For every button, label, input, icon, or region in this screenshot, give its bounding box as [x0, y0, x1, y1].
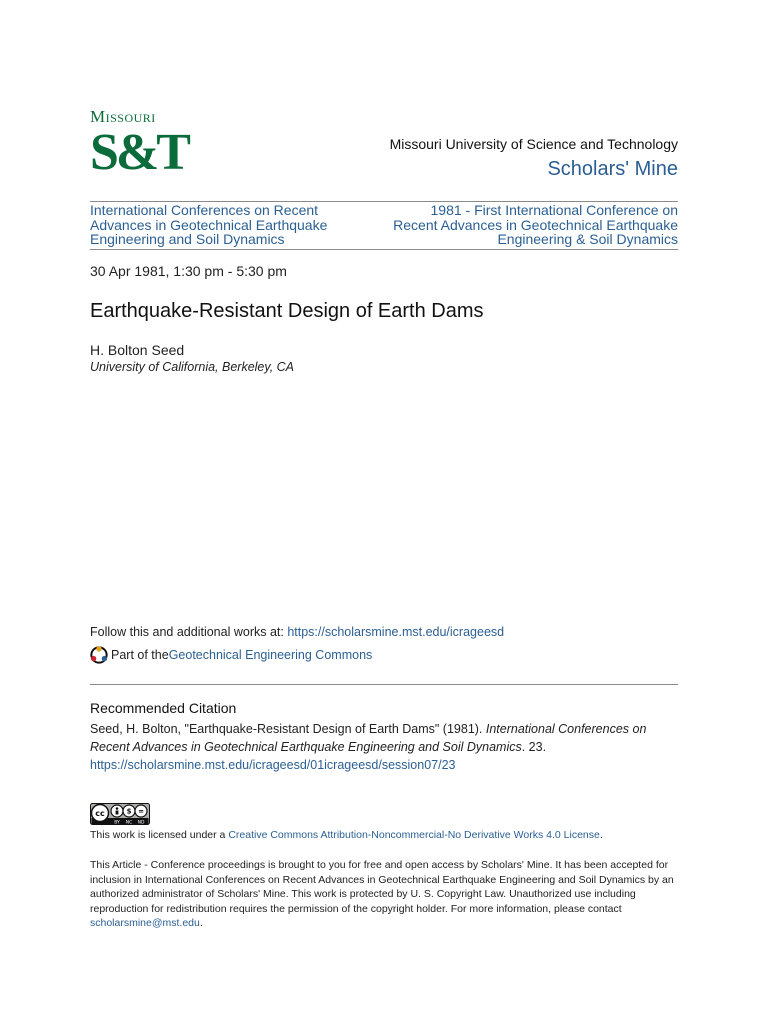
- notice-text: This Article - Conference proceedings is brought to you for free and open access by Scholars' Mine. It has been accepted for inclusion in International Conferences on Recent Advances in Geotechnical Earthquake Engineering and Soil Dynamics by an authorized administrator of Scholars' Mine. This work is protected by U. S. Copyright Law. Unauthorized use including reproduction for redistribution requires the permission of the copyright holder. For more information, please contact: [90, 859, 674, 915]
- svg-text:cc: cc: [95, 809, 105, 818]
- license-suffix: .: [599, 829, 603, 841]
- partof-line: [90, 646, 372, 664]
- collection-link[interactable]: https://scholarsmine.mst.edu/icrageesd: [287, 625, 505, 639]
- contact-email-link[interactable]: scholarsmine@mst.edu: [90, 917, 200, 929]
- breadcrumb-links: [90, 201, 678, 250]
- scholars-mine-link[interactable]: Scholars' Mine: [547, 158, 678, 180]
- university-logo: [90, 107, 188, 183]
- page-title: Earthquake-Resistant Design of Earth Dams: [90, 300, 484, 322]
- license-line: [90, 829, 603, 841]
- logo-top-text: Missouri: [90, 107, 156, 126]
- article-date: 30 Apr 1981, 1:30 pm - 5:30 pm: [90, 263, 287, 279]
- follow-line: [90, 625, 504, 639]
- partof-prefix: Part of the: [111, 648, 169, 662]
- svg-text:=: =: [138, 807, 144, 816]
- commons-link[interactable]: Geotechnical Engineering Commons: [168, 648, 373, 662]
- author-name: H. Bolton Seed: [90, 342, 185, 358]
- svg-text:$: $: [126, 807, 132, 816]
- conference-series-link[interactable]: International Conferences on Recent Advances in Geotechnical Earthquake Engineering and Soil Dynamics: [90, 202, 328, 247]
- svg-text:BY: BY: [114, 820, 120, 825]
- commons-network-icon: [90, 646, 108, 664]
- citation-plain: Seed, H. Bolton, "Earthquake-Resistant Design of Earth Dams" (1981).: [90, 722, 486, 736]
- citation-heading: Recommended Citation: [90, 700, 237, 716]
- conference-1981-link[interactable]: 1981 - First International Conference on Recent Advances in Geotechnical Earthquake Engineering & Soil Dynamics: [393, 202, 678, 247]
- citation-journal: International Conferences on Recent Advances in Geotechnical Earthquake Engineering and Soil Dynamics: [90, 722, 647, 754]
- notice-suffix: .: [199, 917, 203, 929]
- svg-text:NC: NC: [125, 820, 133, 825]
- license-prefix: This work is licensed under a: [90, 829, 229, 841]
- creative-commons-badge-icon[interactable]: [90, 803, 150, 825]
- author-affiliation: University of California, Berkeley, CA: [90, 360, 295, 374]
- divider: [90, 684, 678, 685]
- logo-main-text: S&T: [90, 124, 188, 181]
- university-name: Missouri University of Science and Technology: [389, 136, 678, 152]
- svg-text:ND: ND: [137, 820, 145, 825]
- copyright-notice: [90, 858, 680, 931]
- license-link[interactable]: Creative Commons Attribution-Noncommercial-No Derivative Works 4.0 License: [228, 829, 600, 841]
- citation-link[interactable]: https://scholarsmine.mst.edu/icrageesd/01icrageesd/session07/23: [90, 758, 456, 772]
- follow-prefix: Follow this and additional works at:: [90, 625, 288, 639]
- citation-text: [90, 720, 680, 774]
- citation-suffix: . 23.: [521, 740, 547, 754]
